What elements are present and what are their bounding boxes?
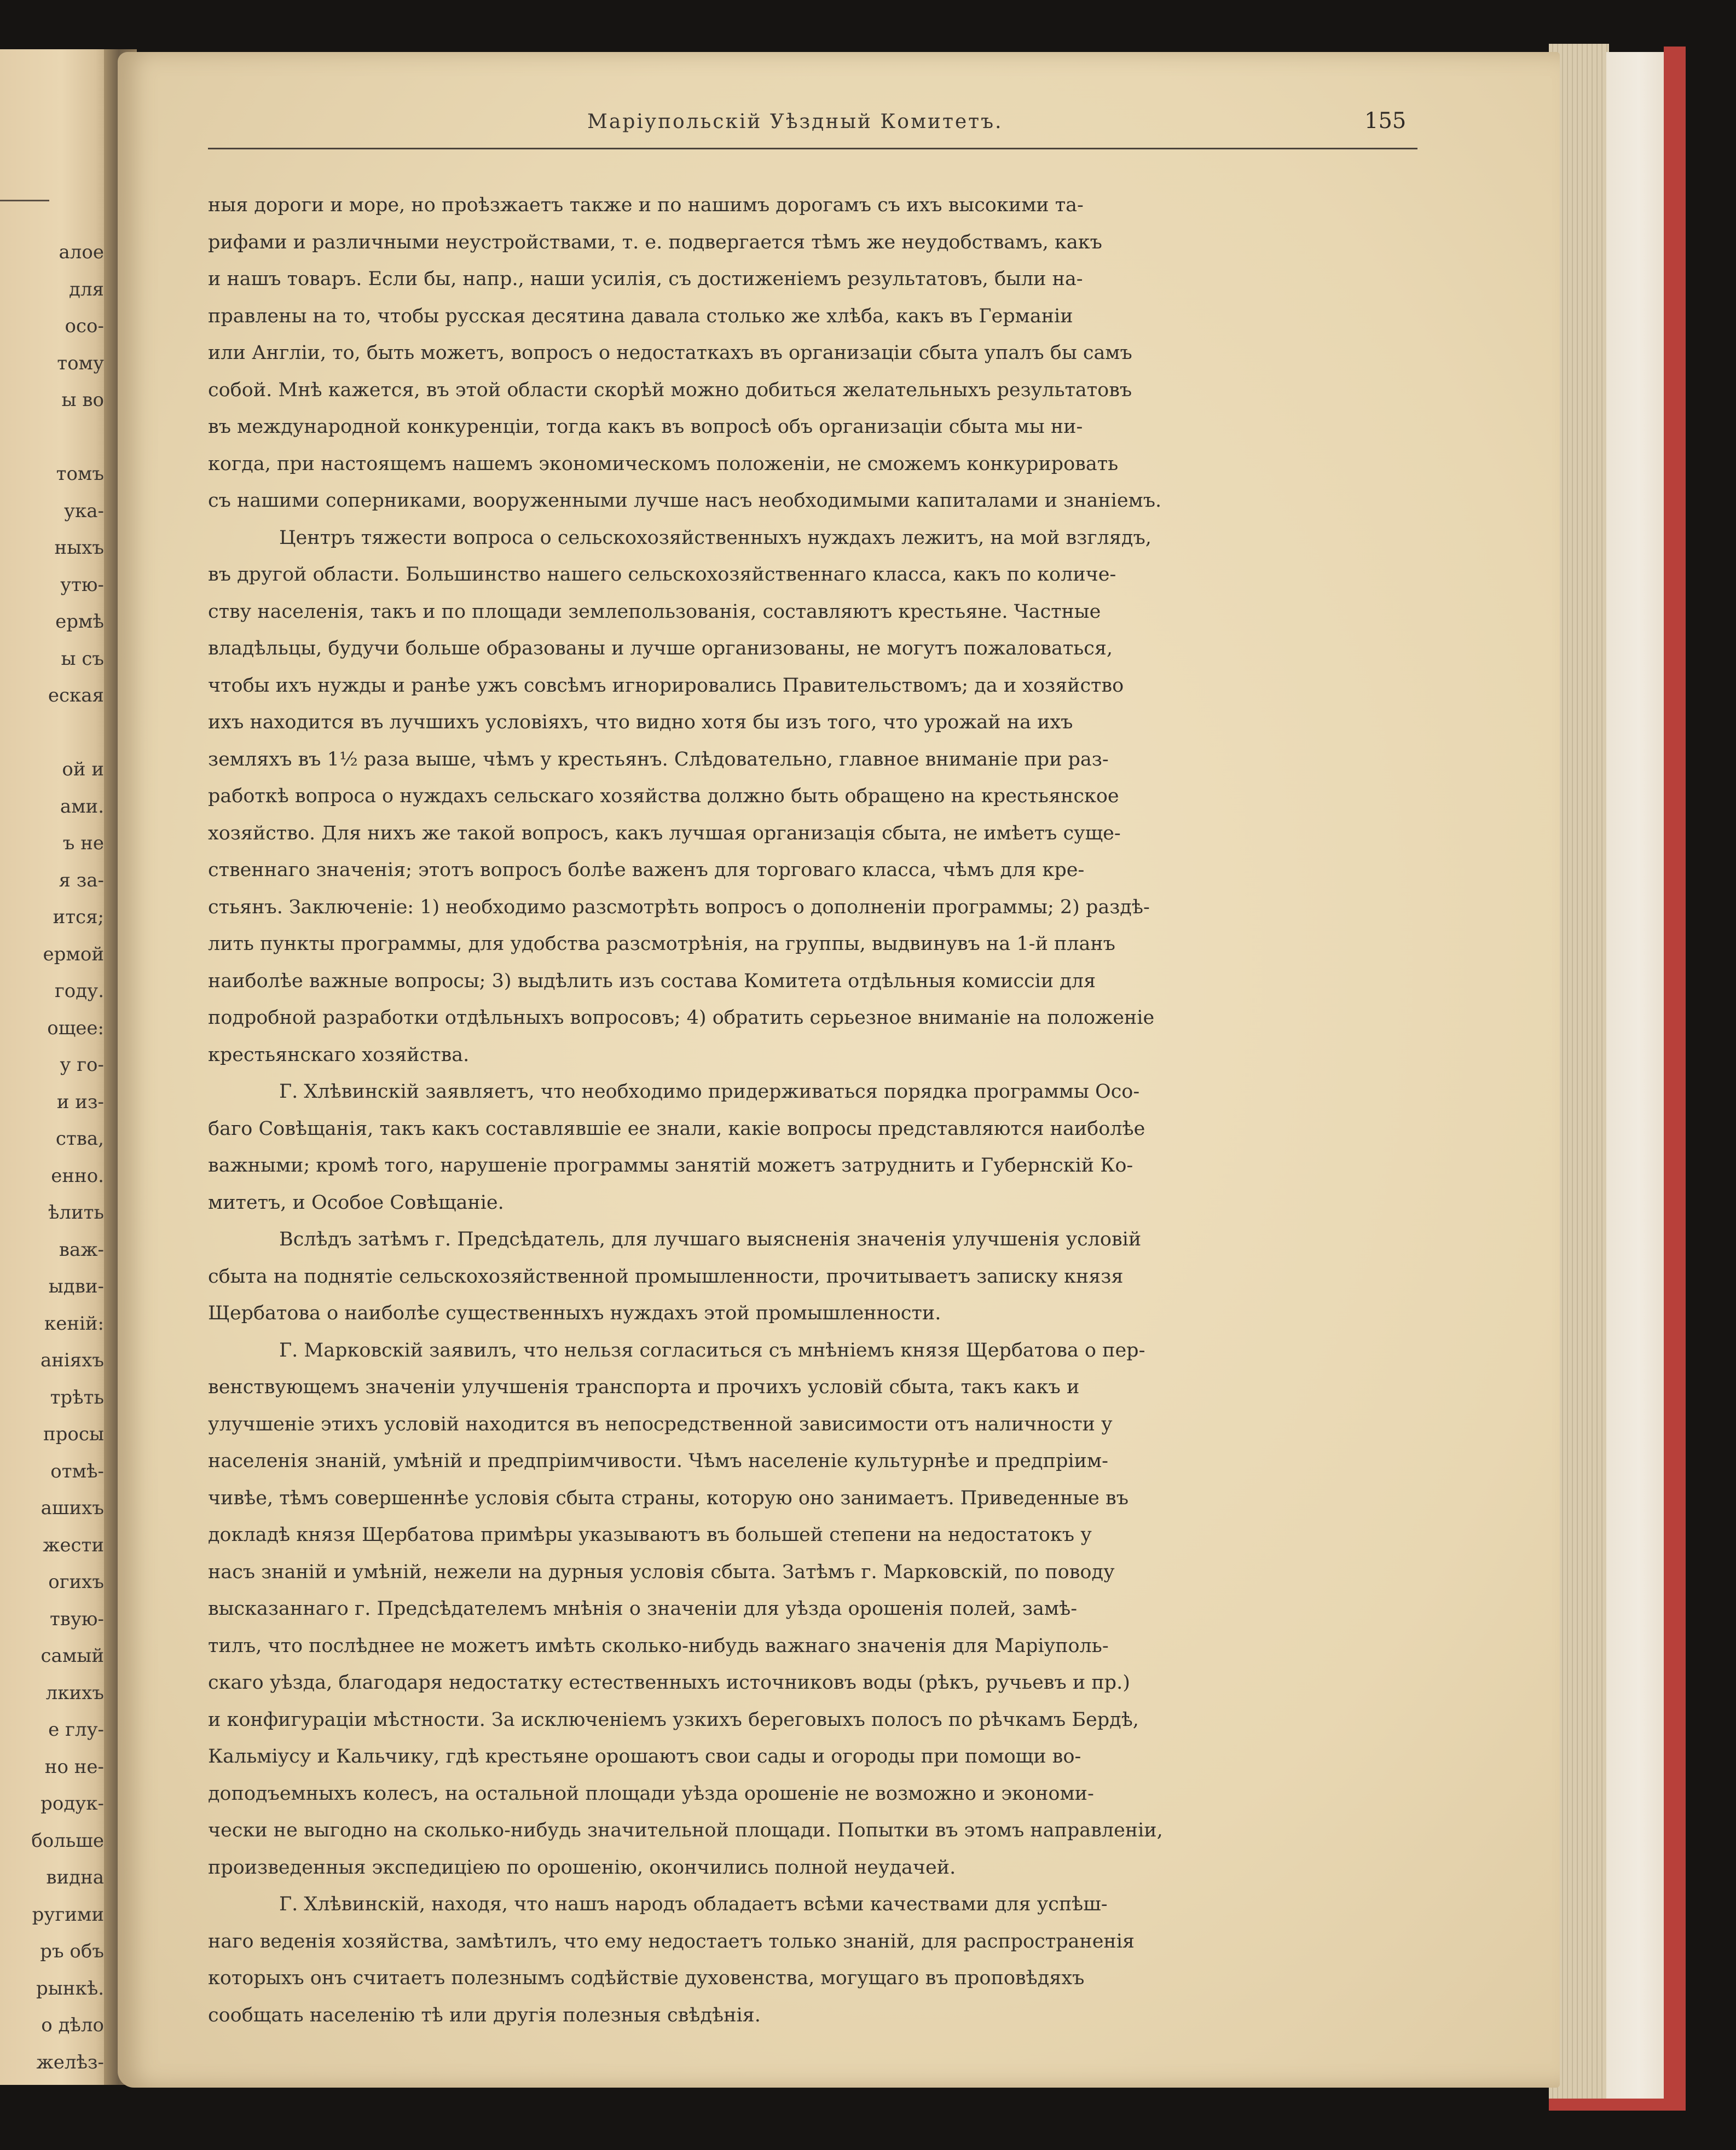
- left-line: томъ: [56, 463, 104, 485]
- text-line: Кальміусу и Кальчику, гдѣ крестьяне орошаютъ свои сады и огороды при помощи во-: [208, 1746, 1081, 1767]
- left-line: [0, 419, 104, 456]
- left-line: видна: [46, 1867, 104, 1888]
- text-line: лить пункты программы, для удобства разсмотрѣнія, на группы, выдвинувъ на 1-й планъ: [208, 933, 1115, 955]
- left-line: ъ не: [62, 832, 104, 854]
- text-line: которыхъ онъ считаетъ полезнымъ содѣйствіе духовенства, могущаго въ проповѣдяхъ: [208, 1967, 1085, 1989]
- page-number: 155: [1364, 108, 1407, 134]
- text-line: тилъ, что послѣднее не можетъ имѣть сколько-нибудь важнаго значенія для Маріуполь-: [208, 1635, 1109, 1657]
- left-line: еская: [48, 685, 104, 706]
- left-line: аніяхъ: [40, 1349, 104, 1371]
- left-line: ыдви-: [48, 1276, 104, 1297]
- left-line: ныхъ: [54, 537, 104, 559]
- left-line: о дѣло: [41, 2014, 104, 2036]
- paragraph-first-line: Г. Марковскій заявилъ, что нельзя согласиться съ мнѣніемъ князя Щербатова о пер-: [279, 1339, 1145, 1361]
- running-head: Маріупольскій Уѣздный Комитетъ.: [587, 111, 1003, 133]
- left-line: желѣз-: [36, 2051, 104, 2073]
- left-line: утю-: [60, 573, 104, 596]
- text-line: стьянъ. Заключеніе: 1) необходимо разсмотрѣть вопросъ о дополненіи программы; 2) раздѣ-: [208, 896, 1150, 918]
- left-line: больше: [31, 1829, 104, 1852]
- left-line: огихъ: [48, 1571, 104, 1593]
- text-line: венствующемъ значеніи улучшенія транспорта и прочихъ условій сбыта, такъ какъ и: [208, 1376, 1080, 1398]
- text-line: улучшеніе этихъ условій находится въ непосредственной зависимости отъ наличности у: [208, 1413, 1113, 1435]
- left-line: осо-: [65, 315, 104, 337]
- text-line: собой. Мнѣ кажется, въ этой области скорѣй можно добиться желательныхъ результатовъ: [208, 379, 1132, 401]
- left-line: ы во: [61, 389, 104, 411]
- text-line: докладѣ князя Щербатова примѣры указываютъ въ большей степени на недостатокъ у: [208, 1524, 1092, 1546]
- text-line: владѣльцы, будучи больше образованы и лучше организованы, не могутъ пожаловаться,: [208, 638, 1113, 659]
- left-line: ства,: [55, 1128, 104, 1150]
- text-line: и конфигураціи мѣстности. За исключеніемъ узкихъ береговыхъ полосъ по рѣчкамъ Бердѣ,: [208, 1708, 1139, 1731]
- left-line: алое: [59, 241, 104, 263]
- text-line: наиболѣе важные вопросы; 3) выдѣлить изъ состава Комитета отдѣльныя комиссіи для: [208, 970, 1096, 992]
- red-cover-edge: [1664, 47, 1686, 2110]
- left-line: ука-: [63, 500, 104, 522]
- left-line: твую-: [49, 1608, 104, 1630]
- text-line: ихъ находится въ лучшихъ условіяхъ, что видно хотя бы изъ того, что урожай на ихъ: [208, 711, 1073, 733]
- left-line: рынкѣ.: [36, 1977, 104, 2000]
- left-line: просы: [43, 1423, 104, 1445]
- text-line: или Англіи, то, быть можетъ, вопросъ о недостаткахъ въ организаціи сбыта упалъ бы самъ: [208, 342, 1132, 364]
- left-line: важ-: [59, 1238, 104, 1261]
- left-line: самый: [40, 1645, 104, 1667]
- text-line: и нашъ товаръ. Если бы, напр., наши усилія, съ достиженіемъ результатовъ, были на-: [208, 268, 1083, 290]
- text-line: доподъемныхъ колесъ, на остальной площади уѣзда орошеніе не возможно и экономи-: [208, 1782, 1094, 1805]
- text-line: чтобы ихъ нужды и ранѣе ужъ совсѣмъ игнорировались Правительствомъ; да и хозяйство: [208, 674, 1124, 697]
- text-line: чески не выгодно на сколько-нибудь значительной площади. Попытки въ этомъ направленіи,: [208, 1819, 1163, 1841]
- left-line: ы съ: [61, 647, 104, 670]
- left-line: ашихъ: [40, 1497, 104, 1519]
- text-line: ству населенія, такъ и по площади землепользованія, составляютъ крестьяне. Частные: [208, 600, 1101, 623]
- left-line: кеній:: [44, 1312, 104, 1335]
- paragraph-first-line: Г. Хлѣвинскій заявляетъ, что необходимо придерживаться порядка программы Осо-: [279, 1081, 1140, 1103]
- left-line: лкихъ: [45, 1682, 104, 1704]
- text-line: въ другой области. Большинство нашего сельскохозяйственнаго класса, какъ по количе-: [208, 564, 1116, 586]
- red-cover-bottom: [1549, 2099, 1686, 2111]
- text-line: митетъ, и Особое Совѣщаніе.: [208, 1191, 504, 1214]
- left-line: родук-: [40, 1793, 104, 1815]
- text-line: чивѣе, тѣмъ совершеннѣе условія сбыта страны, которую оно занимаетъ. Приведенные въ: [208, 1487, 1129, 1509]
- left-line: ругими: [32, 1903, 104, 1926]
- text-line: земляхъ въ 1½ раза выше, чѣмъ у крестьянъ. Слѣдовательно, главное вниманіе при раз-: [208, 748, 1109, 770]
- left-line: [0, 715, 104, 752]
- header-rule: [208, 148, 1417, 149]
- text-line: произведенныя экспедиціею по орошенію, окончились полной неудачей.: [208, 1856, 956, 1879]
- text-line: ственнаго значенія; этотъ вопросъ болѣе важенъ для торговаго класса, чѣмъ для кре-: [208, 859, 1085, 881]
- left-line: у го-: [60, 1054, 104, 1076]
- left-line: ится;: [53, 906, 104, 928]
- left-line: я за-: [59, 869, 104, 891]
- text-line: работкѣ вопроса о нуждахъ сельскаго хозяйства должно быть обращено на крестьянское: [208, 785, 1119, 807]
- paragraph-first-line: Центръ тяжести вопроса о сельскохозяйственныхъ нуждахъ лежитъ, на мой взглядъ,: [279, 526, 1151, 549]
- left-line: трѣть: [50, 1386, 104, 1409]
- left-line: тому: [57, 352, 104, 374]
- text-line: баго Совѣщанія, такъ какъ составлявшіе ее знали, какіе вопросы представляются наиболѣе: [208, 1117, 1145, 1140]
- text-line: насъ знаній и умѣній, нежели на дурныя условія сбыта. Затѣмъ г. Марковскій, по поводу: [208, 1561, 1115, 1583]
- left-line: ами.: [60, 795, 104, 818]
- left-page-rule: [0, 200, 49, 201]
- left-line: ръ объ: [40, 1940, 104, 1962]
- left-line: отмѣ-: [50, 1460, 104, 1482]
- left-line: ѣлить: [48, 1202, 104, 1224]
- left-line: енно.: [51, 1164, 104, 1187]
- text-line: скаго уѣзда, благодаря недостатку естественныхъ источниковъ воды (рѣкъ, ручьевъ и пр.): [208, 1672, 1130, 1694]
- left-line: жести: [43, 1534, 104, 1556]
- paragraph-first-line: Г. Хлѣвинскій, находя, что нашъ народъ обладаетъ всѣми качествами для успѣш-: [279, 1893, 1108, 1915]
- text-line: когда, при настоящемъ нашемъ экономическомъ положеніи, не сможемъ конкурировать: [208, 453, 1119, 475]
- text-line: сбыта на поднятіе сельскохозяйственной промышленности, прочитываетъ записку князя: [208, 1265, 1124, 1288]
- text-line: наго веденія хозяйства, замѣтилъ, что ему недостаетъ только знаній, для распространенія: [208, 1930, 1135, 1952]
- text-line: въ международной конкуренціи, тогда какъ въ вопросѣ объ организаціи сбыта мы ни-: [208, 416, 1083, 438]
- text-line: ныя дороги и море, но проѣзжаетъ также и по нашимъ дорогамъ съ ихъ высокими та-: [208, 194, 1084, 216]
- endpaper: [1606, 52, 1672, 2101]
- text-line: сообщать населенію тѣ или другія полезныя свѣдѣнія.: [208, 2004, 761, 2026]
- text-line: хозяйство. Для нихъ же такой вопросъ, какъ лучшая организація сбыта, не имѣетъ суще-: [208, 822, 1121, 844]
- text-line: крестьянскаго хозяйства.: [208, 1044, 470, 1066]
- text-line: рифами и различными неустройствами, т. е. подвергается тѣмъ же неудобствамъ, какъ: [208, 231, 1102, 253]
- text-line: важными; кромѣ того, нарушеніе программы занятій можетъ затруднить и Губернскій Ко-: [208, 1155, 1133, 1177]
- text-line: съ нашими соперниками, вооруженными лучше насъ необходимыми капиталами и знаніемъ.: [208, 490, 1162, 512]
- text-line: высказаннаго г. Предсѣдателемъ мнѣнія о значеніи для уѣзда орошенія полей, замѣ-: [208, 1598, 1078, 1620]
- left-line: ермѣ: [55, 611, 104, 633]
- left-line: и из-: [56, 1091, 104, 1113]
- left-page-text: [0, 234, 104, 2081]
- paragraph-first-line: Вслѣдъ затѣмъ г. Предсѣдатель, для лучшаго выясненія значенія улучшенія условій: [279, 1228, 1142, 1250]
- left-line: но не-: [44, 1755, 104, 1778]
- left-facing-page: [0, 49, 112, 2085]
- left-line: году.: [54, 980, 104, 1002]
- text-line: правлены на то, чтобы русская десятина давала столько же хлѣба, какъ въ Германіи: [208, 305, 1073, 327]
- left-line: е глу-: [48, 1719, 104, 1741]
- text-line: населенія знаній, умѣній и предпріимчивости. Чѣмъ населеніе культурнѣе и предпріим-: [208, 1450, 1108, 1472]
- text-line: подробной разработки отдѣльныхъ вопросовъ; 4) обратить серьезное вниманіе на положеніе: [208, 1007, 1155, 1029]
- left-line: ой и: [62, 758, 104, 780]
- body-text: [208, 187, 1417, 2034]
- text-line: Щербатова о наиболѣе существенныхъ нуждахъ этой промышленности.: [208, 1302, 941, 1324]
- left-line: ощее:: [47, 1017, 104, 1039]
- left-line: ермой: [43, 943, 104, 965]
- left-line: для: [69, 278, 104, 300]
